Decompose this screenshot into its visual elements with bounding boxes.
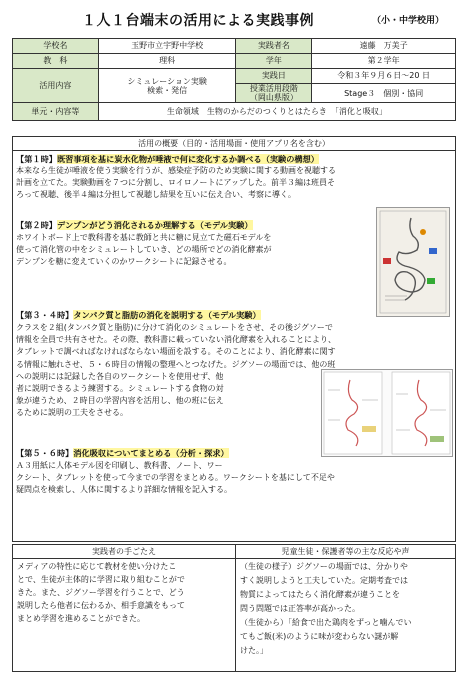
text-line: ろって視聴、後半４編は分担して視聴し結果を互いに伝え合い、考察に導く。 [16, 190, 296, 200]
digestive-model-illustration [377, 208, 449, 316]
text-line: けた。」 [240, 646, 268, 655]
session-5-text [16, 460, 452, 497]
text-line: 疑問点を検索し、人体に関するより詳細な情報を記入する。 [16, 485, 232, 495]
overview-body [13, 151, 455, 545]
student-feedback-heading: 児童生徒・保護者等の主な反応や声 [236, 545, 455, 559]
usage-value-line: シミュレーション実験 [127, 76, 207, 86]
school-value: 玉野市立宇野中学校 [98, 39, 236, 54]
author-value: 遠藤 万美子 [312, 39, 456, 54]
date-label: 実践日 [236, 69, 312, 84]
author-label: 実践者名 [236, 39, 312, 54]
grade-label: 学年 [236, 54, 312, 69]
text-line: タブレットで調べればなければならない場面を設する。そのことにより、消化酵素に関す [16, 347, 336, 357]
stage-label [236, 84, 312, 103]
text-line: 者に説明できるよう練習する。シミュレートする食物の対 [16, 384, 224, 394]
usage-value [98, 69, 236, 103]
subject-label: 教 科 [13, 54, 99, 69]
text-line: すく説明しようと工夫していた。定期考査では [240, 576, 408, 585]
student-feedback-column [236, 545, 455, 671]
text-line: る情報に触れさせ、５・６時目の情報の整理へとつなげた。ジグソーの場面では、他の班 [16, 359, 336, 369]
text-line: 問う問題では正答率が高かった。 [240, 604, 360, 613]
session-5-number: 【第５・６時】 [16, 448, 74, 458]
overview-heading: 活用の概要（目的・活用場面・使用アプリ名を含む） [13, 137, 455, 151]
text-line: への説明には記録した各自のワークシートを使用せず、他 [16, 371, 224, 381]
date-value: 令和３年９月６日〜20 日 [312, 69, 456, 84]
session-2-number: 【第２時】 [16, 220, 57, 230]
text-line: 本来なら生徒が唾液を使う実験を行うが、感染症予防のため実験に関する動画を視聴する [16, 166, 336, 175]
text-line: （生徒から）「給食で出た鶏肉をずっと噛んでい [240, 618, 412, 627]
session-3-number: 【第３・４時】 [16, 310, 74, 320]
session-1-number: 【第１時】 [16, 154, 57, 164]
page-title: １人１台端末の活用による実践事例 [82, 13, 314, 29]
text-line: 物質によってはたらく消化酵素が違うことを [240, 590, 400, 599]
session-1-heading [16, 153, 319, 165]
teacher-feedback-text [13, 559, 235, 626]
usage-label: 活用内容 [13, 69, 99, 103]
overview-section [12, 136, 456, 542]
text-line: 計画を立てた。実験動画を７つに分割し、ロイロノートにアップした。前半３編は班員そ [16, 178, 335, 188]
text-line: とで、生徒が主体的に学習に取り組むことがで [17, 575, 185, 584]
worksheet-photo [321, 369, 453, 457]
feedback-table [12, 544, 456, 672]
text-line: デンプンを糖に変えていくのかワークシートに記録させる。 [16, 257, 232, 267]
stage-label-line: （岡山県版） [249, 93, 298, 103]
student-feedback-text [236, 559, 455, 659]
page-subtitle: （小・中学校用） [372, 16, 445, 26]
session-5-heading [16, 447, 229, 459]
stage-label-line: 授業活用段階 [249, 84, 298, 93]
worksheet-illustration [322, 370, 452, 456]
text-line: 説明したら他者に伝わるか、相手意識をもって [17, 601, 185, 610]
grade-value: 第２学年 [312, 54, 456, 69]
unit-value: 生命領域 生物のからだのつくりとはたらき 「消化と吸収」 [98, 103, 455, 121]
text-line: Ａ３用紙に人体モデル図を印刷し、教科書、ノート、ワー [16, 461, 223, 470]
stage-value: Stage３ 個別・協同 [312, 84, 456, 103]
session-3-heading [16, 309, 261, 321]
text-line: てもご飯(米)のように味が変わらない謎が解 [240, 632, 399, 641]
info-table [12, 38, 456, 121]
teacher-feedback-column [13, 545, 236, 671]
session-5-title: 消化吸収についてまとめる（分析・探求） [73, 448, 229, 458]
text-line: 情報を全員で共有させた。その際、教科書に載っていない消化酵素を入れることにより、 [16, 335, 336, 345]
session-3-title: タンパク質と脂肪の消化を説明する（モデル実験） [73, 310, 261, 320]
text-line: るために説明の工夫をさせる。 [16, 408, 128, 418]
text-line: クラスを２組(タンパク質と脂肪)に分けて消化のシミュレートをさせ、その後ジグソーで [16, 323, 333, 332]
text-line: きた。また、ジグソー学習を行うことで、どう [17, 588, 185, 597]
text-line: メディアの特性に応じて教材を使い分けたこ [17, 562, 177, 571]
whiteboard-model-photo [376, 207, 450, 317]
usage-value-line: 検索・発信 [147, 85, 188, 95]
session-2-title: デンプンがどう消化されるか理解する（モデル実験） [56, 220, 253, 230]
text-line: クシート、タブレットを使って今までの学習をまとめる。ワークシートを基にして不足や [16, 473, 335, 483]
session-2-heading [16, 219, 253, 231]
unit-label: 単元・内容等 [13, 103, 99, 121]
session-1-text [16, 165, 452, 202]
subject-value: 理科 [98, 54, 236, 69]
text-line: ホワイトボード上で教科書を基に教師と共に糖に見立てた磁石モデルを [16, 233, 272, 242]
text-line: まとめ学習を進めることができた。 [17, 614, 145, 623]
text-line: 象が違うため、２時目の学習内容を活用し、他の班に伝え [16, 396, 224, 406]
school-label: 学校名 [13, 39, 99, 54]
text-line: 使って消化管の中をシミュレートしていき、どの場所でどの消化酵素が [16, 245, 272, 255]
text-line: （生徒の様子）ジグソーの場面では、分かりや [240, 562, 408, 571]
title-row [0, 10, 469, 32]
session-1-title: 既習事項を基に炭水化物が唾液で何に変化するか調べる（実験の構想） [56, 154, 319, 164]
teacher-feedback-heading: 実践者の手ごたえ [13, 545, 235, 559]
session-2-text [16, 232, 371, 269]
